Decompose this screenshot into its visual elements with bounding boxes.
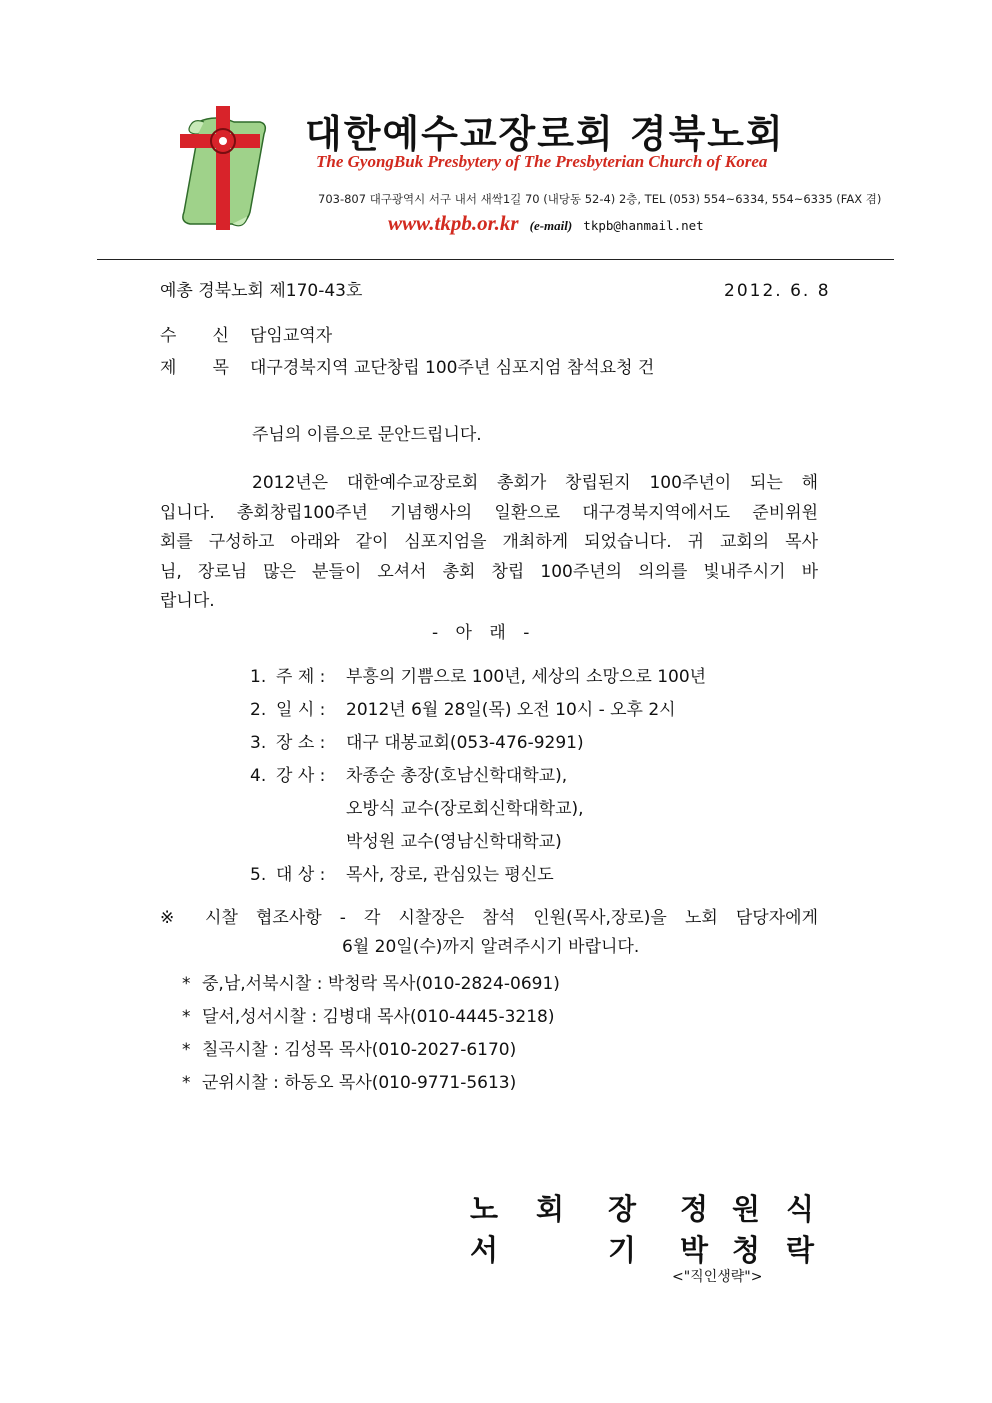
body-paragraph [160,469,818,617]
contact-item: * 달서,성서시찰 : 김병대 목사(010-4445-3218) [182,1007,555,1027]
body-line: 회를 구성하고 아래와 같이 심포지엄을 개최하게 되었습니다. 귀 교회의 목사 [160,532,818,552]
email-label: (e-mail) [529,218,573,233]
speaker-continuation: 박성원 교수(영남신학대학교) [346,832,562,852]
body-line: 2012년은 대한예수교장로회 총회가 창립된지 100주년이 되는 해 [252,473,818,493]
contact-item: * 중,남,서북시찰 : 박청락 목사(010-2824-0691) [182,974,560,994]
cooperation-note: ※ 시찰 협조사항 - 각 시찰장은 참석 인원(목사,장로)을 노회 담당자에게 [160,908,818,928]
email-link[interactable]: tkpb@hanmail.net [583,218,704,233]
document-number: 예총 경북노회 제170-43호 [160,281,363,301]
presbytery-logo [176,104,272,232]
organization-title: 대한예수교장로회 경북노회 [305,111,785,156]
speaker-continuation: 오방식 교수(장로회신학대학교), [346,799,584,819]
contact-item: * 군위시찰 : 하동오 목사(010-9771-5613) [182,1073,517,1093]
organization-address: 703-807 대구광역시 서구 내서 새싹1길 70 (내당동 52-4) 2층, TEL (053) 554~6334, 554~6335 (FAX 겸) [318,192,882,206]
cooperation-note-cont: 6월 20일(수)까지 알려주시기 바랍니다. [342,937,640,957]
website-link[interactable]: www.tkpb.or.kr [388,211,519,235]
detail-item-datetime: 2. 일 시 : 2012년 6월 28일(목) 오전 10시 - 오후 2시 [250,700,676,720]
document-date: 2012. 6. 8 [724,281,831,301]
detail-item-venue: 3. 장 소 : 대구 대봉교회(053-476-9291) [250,733,584,753]
seal-omitted-note: <"직인생략"> [672,1269,763,1285]
signature-clerk: 서 기 박 청 락 [470,1233,815,1267]
body-line: 님, 장로님 많은 분들이 오셔서 총회 창립 100주년의 의의를 빛내주시기 바 [160,561,818,582]
detail-item-audience: 5. 대 상 : 목사, 장로, 관심있는 평신도 [250,865,554,885]
subject-value: 대구경북지역 교단창립 100주년 심포지엄 참석요청 건 [250,358,655,378]
organization-english-name: The GyongBuk Presbytery of The Presbyterian Church of Korea [316,152,768,171]
subject-label: 제 목 [160,358,229,378]
recipient-label: 수 신 [160,326,229,346]
body-line: 랍니다. [160,591,215,611]
body-line: 입니다. 총회창립100주년 기념행사의 일환으로 대구경북지역에서도 준비위원 [160,502,818,523]
header-divider [97,259,894,260]
organization-contact [388,211,704,236]
signature-president: 노 회 장 정 원 식 [470,1192,815,1226]
contact-item: * 칠곡시찰 : 김성목 목사(010-2027-6170) [182,1040,517,1060]
detail-item-speakers: 4. 강 사 : 차종순 총장(호남신학대학교), [250,766,568,786]
detail-item-theme: 1. 주 제 : 부흥의 기쁨으로 100년, 세상의 소망으로 100년 [250,667,707,687]
notice-heading: - 아 래 - [432,623,530,643]
greeting: 주님의 이름으로 문안드립니다. [252,425,482,445]
recipient-value: 담임교역자 [250,326,333,346]
